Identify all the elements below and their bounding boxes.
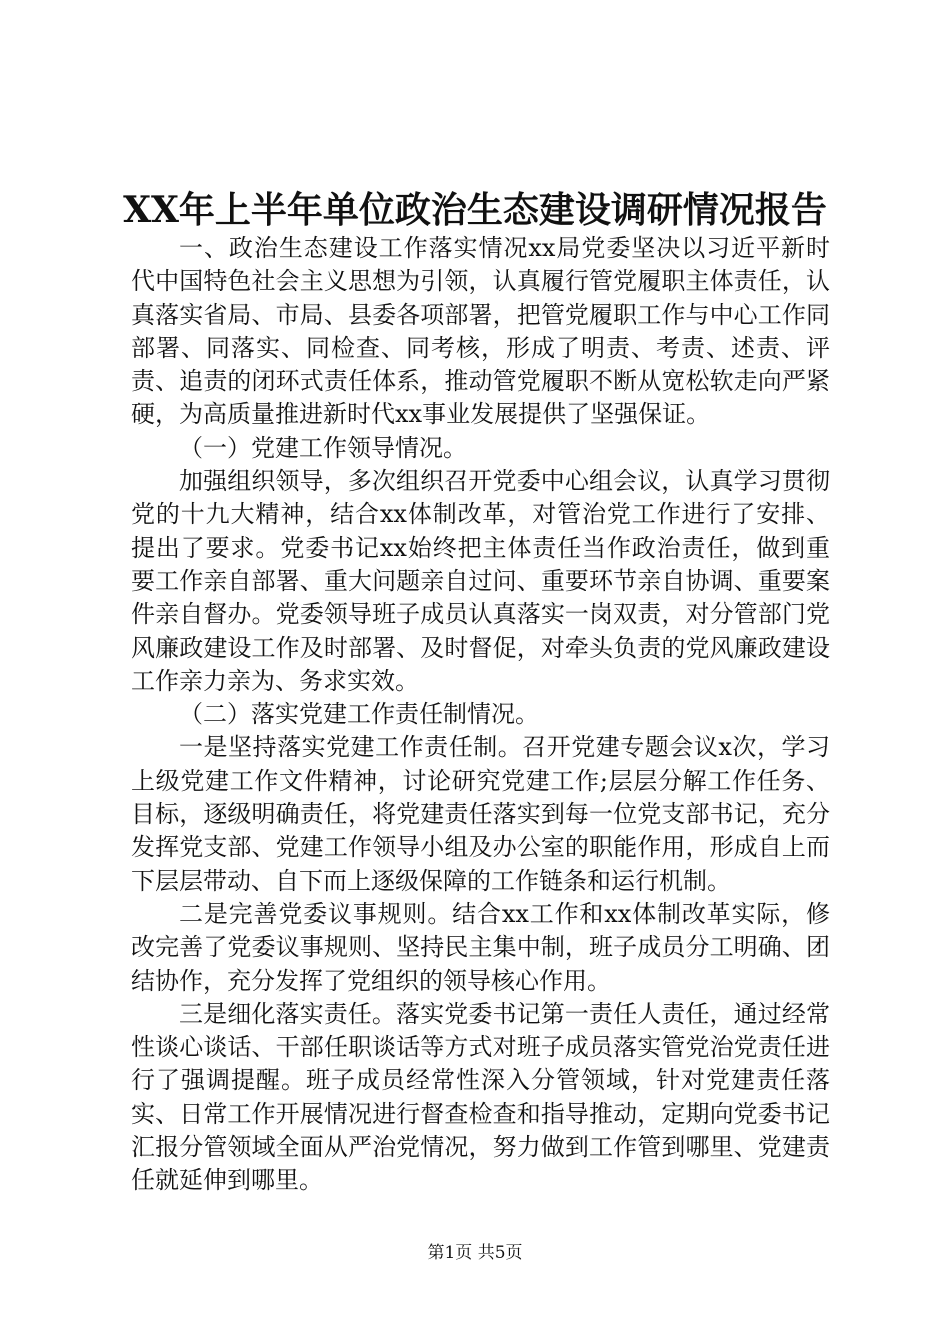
document-body (131, 232, 830, 1198)
document-title: XX年上半年单位政治生态建设调研情况报告 (123, 189, 827, 231)
section-heading-responsibility: （二）落实党建工作责任制情况。 (179, 700, 539, 729)
page-number-footer: 第1页 共5页 (427, 1243, 523, 1263)
paragraph-rules: 二是完善党委议事规则。结合xx工作和xx体制改革实际，修改完善了党委议事规则、坚持民主集中制，班子成员分工明确、团结协作，充分发挥了党组织的领导核心作用。 (131, 899, 830, 995)
paragraph-leadership: 加强组织领导，多次组织召开党委中心组会议，认真学习贯彻党的十九大精神，结合xx体制改革，对管治党工作进行了安排、提出了要求。党委书记xx始终把主体责任当作政治责任，做到重要工作亲自部署、重大问题亲自过问、重要环节亲自协调、重要案件亲自督办。党委领导班子成员认真落实一岗双责，对分管部门党风廉政建设工作及时部署、及时督促，对牵头负责的党风廉政建设工作亲力亲为、务求实效。 (131, 467, 830, 695)
paragraph-overview: 一、政治生态建设工作落实情况xx局党委坚决以习近平新时代中国特色社会主义思想为引领，认真履行管党履职主体责任，认真落实省局、市局、县委各项部署，把管党履职工作与中心工作同部署、同落实、同检查、同考核，形成了明责、考责、述责、评责、追责的闭环式责任体系，推动管党履职不断从宽松软走向严紧硬，为高质量推进新时代xx事业发展提供了坚强保证。 (131, 234, 830, 429)
paragraph-responsibility-system: 一是坚持落实党建工作责任制。召开党建专题会议x次，学习上级党建工作文件精神，讨论研究党建工作;层层分解工作任务、目标，逐级明确责任，将党建责任落实到每一位党支部书记，充分发挥党支部、党建工作领导小组及办公室的职能作用，形成自上而下层层带动、自下而上逐级保障的工作链条和运行机制。 (131, 733, 830, 895)
paragraph-refine-responsibility: 三是细化落实责任。落实党委书记第一责任人责任，通过经常性谈心谈话、干部任职谈话等方式对班子成员落实管党治党责任进行了强调提醒。班子成员经常性深入分管领域，针对党建责任落实、日常工作开展情况进行督查检查和指导推动，定期向党委书记汇报分管领域全面从严治党情况，努力做到工作管到哪里、党建责任就延伸到哪里。 (131, 999, 830, 1195)
section-heading-leadership: （一）党建工作领导情况。 (179, 433, 467, 462)
